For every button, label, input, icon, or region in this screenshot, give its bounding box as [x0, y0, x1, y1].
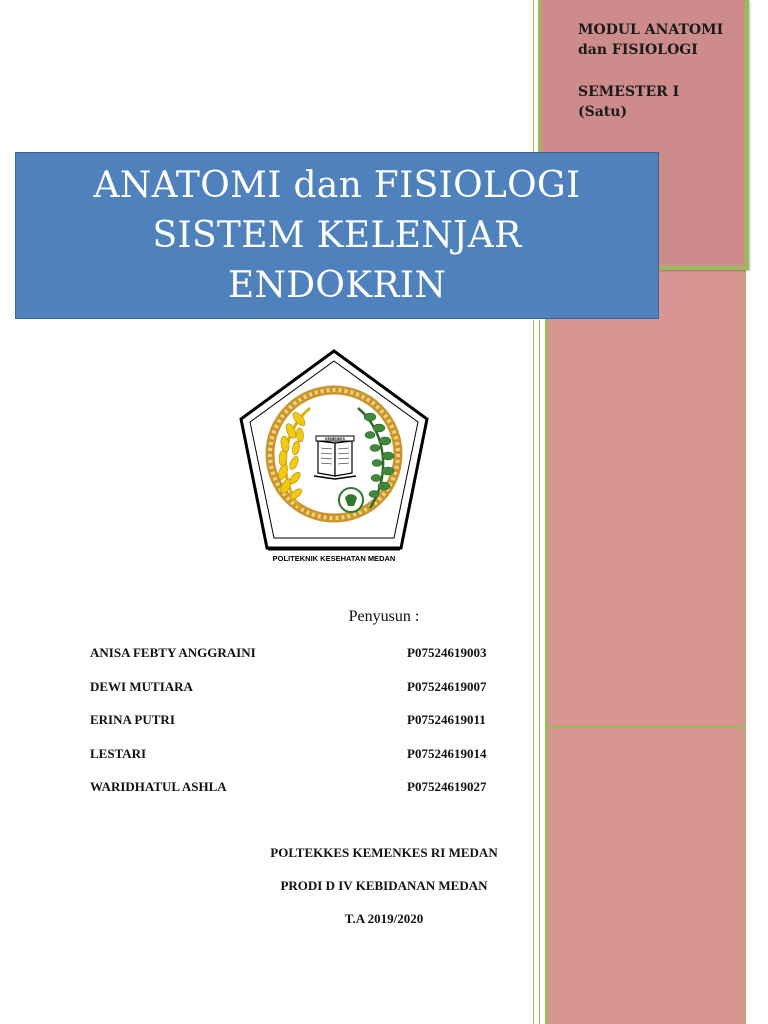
- penyusun-label-text: Penyusun :: [348, 608, 420, 625]
- title-banner: [15, 152, 659, 319]
- author-nim: P07524619027: [407, 779, 487, 794]
- institution-name: POLTEKKES KEMENKES RI MEDAN: [270, 845, 498, 860]
- author-name: ERINA PUTRI: [90, 712, 175, 727]
- semester-line1: SEMESTER I: [578, 84, 680, 100]
- academic-year: T.A 2019/2020: [344, 911, 424, 926]
- book-label: KEMENKES: [325, 437, 345, 441]
- penyusun-label: [0, 608, 768, 626]
- author-nim: P07524619003: [407, 645, 487, 660]
- author-name: ANISA FEBTY ANGGRAINI: [90, 645, 256, 660]
- program-name: PRODI D IV KEBIDANAN MEDAN: [280, 878, 488, 893]
- title-line-2: SISTEM KELENJAR: [152, 214, 522, 256]
- author-nim: P07524619007: [407, 678, 487, 694]
- author-nim: P07524619011: [407, 712, 486, 727]
- author-row: [90, 779, 510, 813]
- author-row: [90, 712, 510, 746]
- author-row: [90, 645, 510, 679]
- logo-caption: POLITEKNIK KESEHATAN MEDAN: [272, 554, 396, 563]
- author-name: LESTARI: [90, 745, 147, 761]
- author-list: [90, 645, 510, 813]
- author-row: [90, 679, 510, 713]
- semester-line2: (Satu): [578, 104, 628, 120]
- module-title-line1: MODUL ANATOMI: [578, 22, 724, 38]
- side-column: [545, 270, 746, 1024]
- author-name: WARIDHATUL ASHLA: [90, 779, 227, 794]
- author-nim: P07524619014: [407, 745, 487, 761]
- decorative-line: [743, 270, 744, 1024]
- author-name: DEWI MUTIARA: [90, 678, 193, 694]
- poltekkes-medan-logo: [238, 348, 430, 568]
- decorative-line: [533, 0, 534, 152]
- module-title-line2: dan FISIOLOGI: [578, 42, 698, 58]
- title-line-3: ENDOKRIN: [227, 264, 447, 306]
- title-line-1: ANATOMI dan FISIOLOGI: [93, 164, 581, 206]
- side-column-divider: [545, 726, 746, 728]
- author-row: [90, 746, 510, 780]
- module-info-text: [578, 20, 738, 122]
